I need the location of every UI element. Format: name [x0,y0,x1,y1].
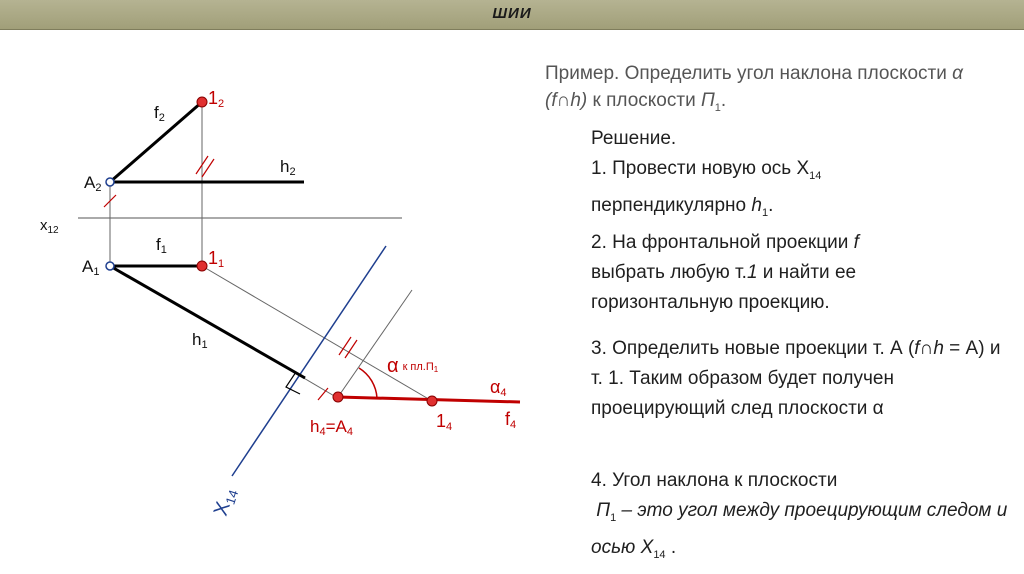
label-f1: f1 [156,235,167,256]
trace-guide-line [338,290,412,397]
label-x12: $x_{12}$ [40,217,59,236]
label-A2: A2 [84,173,102,194]
solution-step-3: 3. Определить новые проекции т. А (f∩h = А) и т. 1. Таким образом будет получен проецирующий след плоскости α [591,338,1001,419]
point-h4-A4 [333,392,343,402]
point-1-1 [197,261,207,271]
label-A1: A1 [82,257,100,278]
solution-step-1: Решение. 1. Провести новую ось $X_{14}$ перпендикулярно $h_1$. [591,128,822,219]
point-1-2 [197,97,207,107]
point-1-4 [427,396,437,406]
label-1-4: 14 [436,411,453,433]
label-f2: f2 [154,103,165,124]
angle-arc [359,368,377,398]
label-x14: $X_{14}$ [209,488,242,519]
label-h1: h1 [192,330,208,351]
construction-line-A [110,190,240,266]
solution-title: Решение. [591,128,677,149]
point-A1 [106,262,114,270]
solution-step-2: 2. На фронтальной проекции f выбрать любую т.1 и найти ее горизонтальную проекцию. [591,232,859,313]
label-1-2: 12 [208,88,225,110]
header-title: ШИИ [492,5,532,22]
solution-step-4: 4. Угол наклона к плоскости $П_1$ – это угол между проецирующим следом и осью $X_{14}$ . [591,470,1008,561]
label-h2: h2 [280,157,296,178]
intro-text: Пример. Определить угол наклона плоскости α (f∩h) к плоскости $П_1$. [545,63,963,114]
label-h4-A4: h4=A4 [310,417,353,438]
projection-line-1 [202,266,432,401]
label-f4: f4 [505,409,517,431]
point-A2 [106,178,114,186]
label-alpha-angle: αк пл.П1 [387,355,439,377]
line-h1 [110,266,305,378]
projection-line-h-ext [302,377,336,397]
label-1-1: 11 [208,248,225,270]
tick-marks [104,156,357,400]
label-alpha4: α4 [490,377,507,399]
